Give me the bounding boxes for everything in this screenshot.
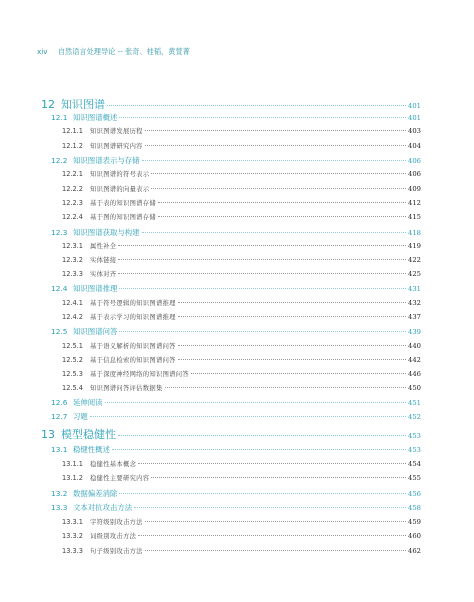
toc-entry-label: [37, 96, 105, 112]
dot-leader: [142, 232, 406, 233]
toc-section-row[interactable]: [37, 283, 421, 294]
toc-section-row[interactable]: [37, 411, 421, 422]
toc-entry-label: [37, 184, 149, 193]
toc-entry-number: 13.3.1: [62, 518, 83, 526]
toc-entry-number: 12.3.3: [62, 270, 83, 278]
toc-entry-title: 实体对齐: [90, 271, 117, 278]
dot-leader: [178, 359, 406, 360]
toc-sub-row[interactable]: [37, 369, 421, 378]
toc-entry-number: 13.1.2: [62, 474, 83, 482]
toc-entry-title: 基于表的知识图谱存储: [90, 200, 156, 207]
toc-entry-number: 13.1.1: [62, 460, 83, 468]
toc-entry-label: [37, 426, 116, 442]
dot-leader: [105, 402, 406, 403]
toc-entry-title: 字符级别攻击方法: [90, 519, 143, 526]
toc-entry-title: 知识图谱: [61, 98, 105, 111]
toc-entry-number: 12.1.2: [62, 142, 83, 150]
toc-entry-page: 454: [408, 460, 421, 468]
toc-entry-number: 12.4: [51, 284, 68, 293]
dot-leader: [134, 507, 406, 508]
toc-entry-page: 456: [408, 490, 421, 498]
running-header: [37, 47, 190, 57]
toc-entry-page: 406: [408, 170, 421, 178]
toc-sub-row[interactable]: [37, 531, 421, 540]
toc-entry-label: [37, 326, 117, 337]
dot-leader: [107, 105, 406, 106]
toc-entry-number: 12.1.1: [62, 127, 83, 135]
dot-leader: [151, 173, 406, 174]
toc-chapter-row[interactable]: [37, 96, 421, 112]
toc-entry-label: [37, 488, 117, 499]
toc-entry-label: [37, 502, 132, 513]
toc-entry-page: 451: [408, 399, 421, 407]
toc-entry-title: 知识图谱的符号表示: [90, 171, 150, 178]
toc-entry-number: 12.3.2: [62, 256, 83, 264]
toc-entry-title: 知识图谱获取与构建: [73, 228, 140, 237]
toc-entry-number: 13: [41, 428, 55, 441]
toc-entry-page: 403: [408, 127, 421, 135]
toc-entry-title: 数据偏差消除: [73, 489, 118, 498]
dot-leader: [142, 160, 406, 161]
toc-entry-page: 422: [408, 256, 421, 264]
toc-entry-page: 446: [408, 370, 421, 378]
dot-leader: [90, 416, 406, 417]
toc-entry-title: 知识图谱研究内容: [90, 143, 143, 150]
toc-entry-number: 12.5.3: [62, 370, 83, 378]
toc-sub-row[interactable]: [37, 517, 421, 526]
toc-entry-label: [37, 383, 163, 392]
toc-entry-number: 12.2.1: [62, 170, 83, 178]
toc-entry-page: 412: [408, 199, 421, 207]
toc-entry-page: 406: [408, 157, 421, 165]
toc-entry-title: 知识图谱问答: [73, 327, 118, 336]
toc-entry-title: 知识图谱问答评估数据集: [90, 385, 163, 392]
toc-sub-row[interactable]: [37, 126, 421, 135]
toc-entry-page: 418: [408, 229, 421, 237]
toc-entry-label: [37, 112, 117, 123]
toc-section-row[interactable]: [37, 227, 421, 238]
toc-sub-row[interactable]: [37, 298, 421, 307]
toc-sub-row[interactable]: [37, 459, 421, 468]
toc-entry-page: 437: [408, 313, 421, 321]
toc-entry-number: 12.4.1: [62, 299, 83, 307]
toc-entry-page: 401: [408, 114, 421, 122]
dot-leader: [118, 259, 406, 260]
toc-entry-number: 13.3.3: [62, 547, 83, 555]
toc-entry-number: 12.3: [51, 228, 68, 237]
toc-sub-row[interactable]: [37, 383, 421, 392]
dot-leader: [145, 550, 406, 551]
toc-entry-number: 12.2.2: [62, 185, 83, 193]
toc-entry-label: [37, 411, 88, 422]
toc-entry-title: 基于深度神经网络的知识图谱问答: [90, 371, 189, 378]
toc-entry-title: 延伸阅读: [73, 398, 103, 407]
toc-entry-title: 知识图谱概述: [73, 113, 118, 122]
toc-entry-number: 12.4.2: [62, 313, 83, 321]
toc-entry-page: 452: [408, 413, 421, 421]
toc-entry-title: 基于图的知识图谱存储: [90, 214, 156, 221]
toc-entry-page: 459: [408, 518, 421, 526]
toc-entry-page: 425: [408, 270, 421, 278]
toc-entry-page: 419: [408, 242, 421, 250]
toc-sub-row[interactable]: [37, 141, 421, 150]
toc-entry-label: [37, 459, 136, 468]
toc-section-row[interactable]: [37, 397, 421, 408]
toc-sub-row[interactable]: [37, 269, 421, 278]
toc-entry-title: 基于表示学习的知识图谱推理: [90, 314, 176, 321]
dot-leader: [158, 202, 406, 203]
toc-entry-number: 13.1: [51, 445, 68, 454]
toc-entry-page: 401: [408, 102, 421, 110]
toc-chapter-row[interactable]: [37, 426, 421, 442]
dot-leader: [145, 145, 406, 146]
toc-entry-label: [37, 473, 149, 482]
dot-leader: [112, 449, 406, 450]
toc-entry-label: [37, 546, 143, 555]
toc-entry-number: 12: [41, 98, 55, 111]
toc-entry-label: [37, 397, 103, 408]
toc-entry-number: 12.6: [51, 398, 68, 407]
toc-entry-number: 12.2.4: [62, 213, 83, 221]
toc-entry-label: [37, 198, 156, 207]
toc-entry-number: 12.2: [51, 156, 68, 165]
toc-sub-row[interactable]: [37, 473, 421, 482]
toc-entry-page: 439: [408, 328, 421, 336]
toc-sub-row[interactable]: [37, 312, 421, 321]
toc-entry-label: [37, 312, 176, 321]
toc-entry-title: 属性补全: [90, 243, 117, 250]
toc-section-row[interactable]: [37, 502, 421, 513]
toc-sub-row[interactable]: [37, 212, 421, 221]
toc-entry-title: 句子级别攻击方法: [90, 548, 143, 555]
toc-entry-title: 基于信息检索的知识图谱问答: [90, 357, 176, 364]
toc-entry-title: 稳健性概述: [73, 445, 110, 454]
dot-leader: [119, 117, 406, 118]
toc-entry-title: 词级别攻击方法: [90, 533, 137, 540]
toc-entry-title: 稳健性主要研究内容: [90, 475, 150, 482]
toc-entry-title: 知识图谱的向量表示: [90, 186, 150, 193]
toc-entry-page: 442: [408, 356, 421, 364]
toc-entry-number: 12.5.4: [62, 384, 83, 392]
dot-leader: [138, 535, 406, 536]
toc-entry-label: [37, 269, 116, 278]
toc-entry-page: 415: [408, 213, 421, 221]
toc-section-row[interactable]: [37, 444, 421, 455]
toc-entry-number: 13.3: [51, 503, 68, 512]
toc-entry-title: 稳健性基本概念: [90, 461, 137, 468]
toc-entry-label: [37, 255, 116, 264]
toc-entry-label: [37, 369, 189, 378]
toc-entry-page: 458: [408, 504, 421, 512]
toc-entry-page: 462: [408, 547, 421, 555]
toc-sub-row[interactable]: [37, 241, 421, 250]
dot-leader: [151, 477, 406, 478]
dot-leader: [118, 273, 406, 274]
toc-section-row[interactable]: [37, 488, 421, 499]
dot-leader: [191, 373, 406, 374]
toc-entry-label: [37, 531, 136, 540]
toc-entry-label: [37, 444, 110, 455]
toc-entry-page: 432: [408, 299, 421, 307]
toc-entry-page: 460: [408, 532, 421, 540]
dot-leader: [158, 216, 406, 217]
toc-entry-number: 12.5.2: [62, 356, 83, 364]
toc-entry-number: 13.3.2: [62, 532, 83, 540]
toc-entry-number: 12.5.1: [62, 342, 83, 350]
toc-entry-page: 455: [408, 474, 421, 482]
dot-leader: [119, 288, 406, 289]
dot-leader: [165, 387, 406, 388]
dot-leader: [118, 245, 406, 246]
toc-sub-row[interactable]: [37, 169, 421, 178]
toc-section-row[interactable]: [37, 326, 421, 337]
toc-entry-label: [37, 517, 143, 526]
dot-leader: [151, 188, 406, 189]
toc-sub-row[interactable]: [37, 355, 421, 364]
toc-entry-title: 文本对抗攻击方法: [73, 503, 133, 512]
dot-leader: [118, 435, 406, 436]
dot-leader: [145, 130, 406, 131]
header-book-title: 自然语言处理导论 -- 张奇、桂韬、黄萱菁: [57, 47, 190, 56]
toc-entry-label: [37, 241, 116, 250]
dot-leader: [119, 493, 406, 494]
dot-leader: [119, 331, 406, 332]
toc-entry-label: [37, 341, 176, 350]
toc-entry-label: [37, 227, 140, 238]
dot-leader: [178, 345, 406, 346]
toc-section-row[interactable]: [37, 112, 421, 123]
dot-leader: [138, 463, 406, 464]
toc-sub-row[interactable]: [37, 546, 421, 555]
dot-leader: [178, 316, 406, 317]
toc-entry-title: 习题: [73, 412, 88, 421]
toc-entry-label: [37, 212, 156, 221]
toc-sub-row[interactable]: [37, 198, 421, 207]
toc-entry-page: 431: [408, 285, 421, 293]
toc-sub-row[interactable]: [37, 184, 421, 193]
toc-entry-label: [37, 355, 176, 364]
toc-sub-row[interactable]: [37, 255, 421, 264]
dot-leader: [178, 302, 406, 303]
toc-entry-number: 13.2: [51, 489, 68, 498]
toc-entry-title: 知识图谱推理: [73, 284, 118, 293]
toc-entry-number: 12.1: [51, 113, 68, 122]
toc-entry-label: [37, 283, 117, 294]
toc-entry-page: 440: [408, 342, 421, 350]
toc-entry-title: 模型稳健性: [61, 428, 116, 441]
toc-entry-label: [37, 126, 143, 135]
toc-entry-title: 基于符号逻辑的知识图谱推理: [90, 300, 176, 307]
toc-entry-number: 12.5: [51, 327, 68, 336]
toc-entry-label: [37, 298, 176, 307]
toc-entry-page: 453: [408, 446, 421, 454]
toc-entry-title: 基于语义解析的知识图谱问答: [90, 343, 176, 350]
toc-entry-label: [37, 141, 143, 150]
toc-entry-page: 404: [408, 142, 421, 150]
toc-entry-number: 12.2.3: [62, 199, 83, 207]
toc-entry-number: 12.7: [51, 412, 68, 421]
toc-entry-title: 实体链接: [90, 257, 117, 264]
toc-section-row[interactable]: [37, 155, 421, 166]
toc-sub-row[interactable]: [37, 341, 421, 350]
toc-entry-page: 409: [408, 185, 421, 193]
toc-entry-label: [37, 155, 140, 166]
toc-entry-title: 知识图谱表示与存储: [73, 156, 140, 165]
toc-entry-title: 知识图谱发展历程: [90, 128, 143, 135]
toc-entry-page: 453: [408, 432, 421, 440]
toc-entry-label: [37, 169, 149, 178]
dot-leader: [145, 521, 406, 522]
toc-entry-number: 12.3.1: [62, 242, 83, 250]
toc-entry-page: 450: [408, 384, 421, 392]
header-page-number: xiv: [37, 47, 48, 56]
